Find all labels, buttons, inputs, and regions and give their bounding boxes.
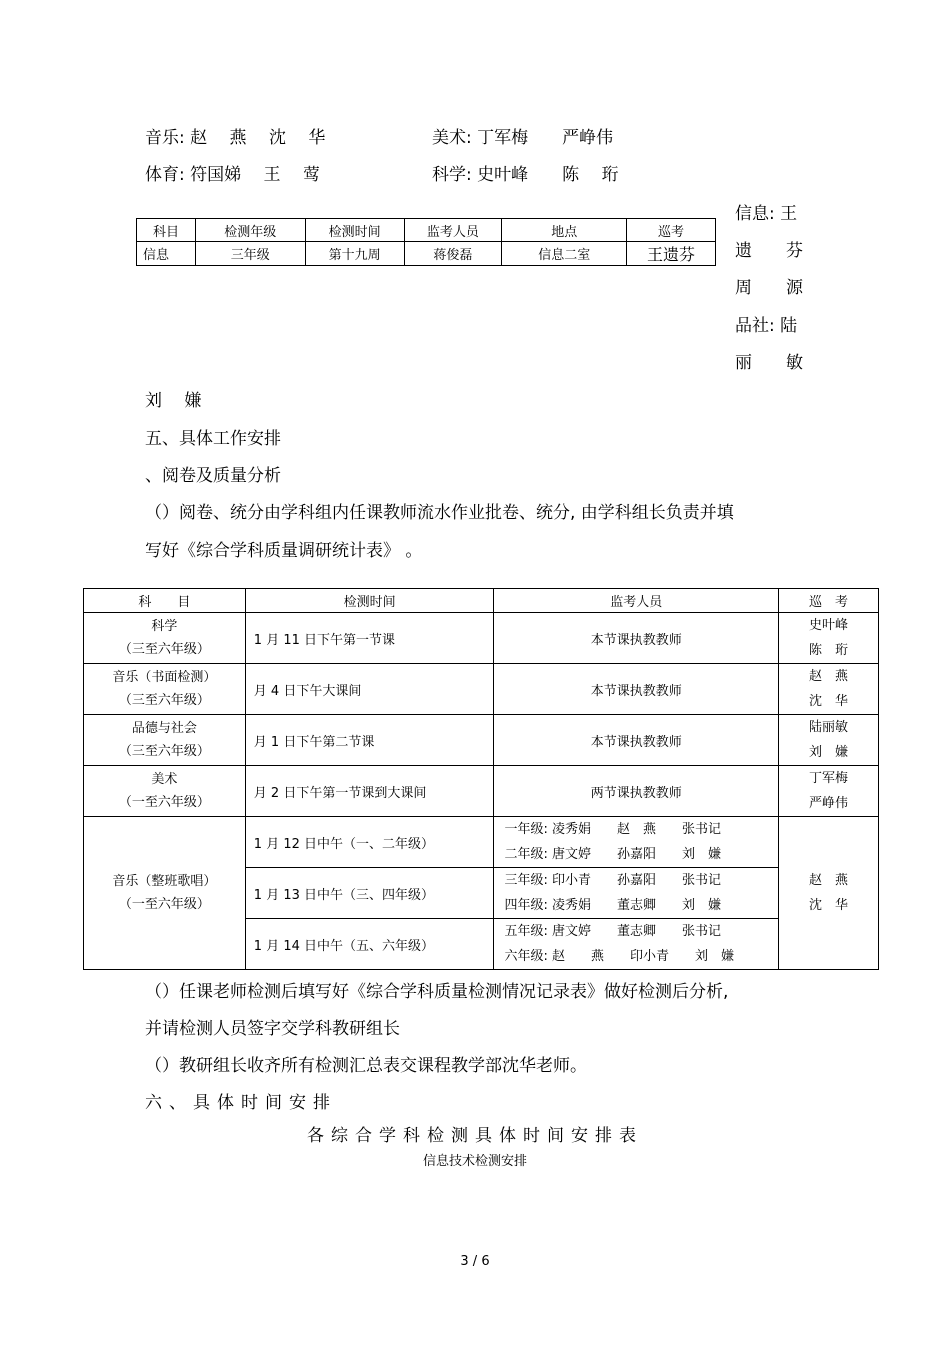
header-cell: 检测时间: [245, 589, 494, 613]
subject-cell: [84, 715, 246, 766]
staff-cell: 本节课执教教师: [494, 664, 779, 715]
body-line: 写好《综合学科质量调研统计表》 。: [145, 541, 423, 561]
patrol-name: 赵 燕: [809, 873, 849, 888]
body-line: 刘 嫌: [145, 391, 202, 411]
music-teachers-line: 音乐: 赵 燕 沈 华: [145, 128, 326, 148]
side-note: 品社: 陆: [735, 316, 798, 336]
side-note: 遗 芬: [735, 241, 803, 261]
table-row: [84, 817, 879, 868]
patrol-name: 陆丽敏: [809, 720, 849, 735]
subject-name: 品德与社会: [131, 721, 197, 736]
patrol-name: 严峥伟: [809, 796, 849, 811]
side-note: 丽 敏: [735, 353, 803, 373]
header-cell: 科目: [137, 219, 196, 242]
subject-name: 音乐（书面检测）: [112, 670, 217, 685]
exam-schedule-table: [83, 588, 879, 970]
table-cell: 王遗芬: [627, 242, 716, 266]
header-cell: 监考人员: [404, 219, 502, 242]
staff-cell: 本节课执教教师: [494, 715, 779, 766]
staff-line: 三年级: 印小青 孙嘉阳 张书记: [504, 873, 721, 888]
staff-cell: [494, 817, 779, 868]
patrol-name: 史叶峰: [809, 618, 849, 633]
staff-line: 一年级: 凌秀娟 赵 燕 张书记: [504, 822, 721, 837]
subject-cell: [84, 613, 246, 664]
time-cell: 1 月 12 日中午（一、二年级）: [245, 817, 494, 868]
table-cell: 蒋俊磊: [404, 242, 502, 266]
subject-cell: [84, 664, 246, 715]
header-cell: 巡 考: [779, 589, 879, 613]
staff-cell: [494, 868, 779, 919]
staff-cell: 本节课执教教师: [494, 613, 779, 664]
body-line: （）阅卷、统分由学科组内任课教师流水作业批卷、统分, 由学科组长负责并填: [145, 503, 734, 523]
science-teachers-line: 科学: 史叶峰 陈 珩: [432, 165, 619, 185]
table-header-row: [137, 219, 716, 242]
schedule-subtitle: 信息技术检测安排: [422, 1154, 527, 1169]
time-cell: 1 月 11 日下午第一节课: [245, 613, 494, 664]
subsection-heading: 、阅卷及质量分析: [145, 466, 281, 486]
time-cell: 1 月 13 日中午（三、四年级）: [245, 868, 494, 919]
patrol-cell: [779, 664, 879, 715]
art-teachers-line: 美术: 丁军梅 严峥伟: [432, 128, 614, 148]
pe-teachers-line: 体育: 符国娣 王 莺: [145, 165, 320, 185]
table-cell: 信息: [137, 242, 196, 266]
grade-range: （一至六年级）: [118, 897, 210, 912]
header-cell: 检测时间: [305, 219, 404, 242]
subject-cell: [84, 766, 246, 817]
grade-range: （三至六年级）: [118, 744, 210, 759]
schedule-title: 各综合学科检测具体时间安排表: [307, 1126, 643, 1146]
staff-line: 五年级: 唐文婷 董志卿 张书记: [504, 924, 721, 939]
table-header-row: [84, 589, 879, 613]
table-row: [84, 715, 879, 766]
staff-cell: [494, 919, 779, 970]
table-row: [84, 766, 879, 817]
header-cell: 监考人员: [494, 589, 779, 613]
staff-line: 二年级: 唐文婷 孙嘉阳 刘 嫌: [504, 847, 721, 862]
staff-line: 六年级: 赵 燕 印小青 刘 嫌: [504, 949, 734, 964]
table-cell: 三年级: [195, 242, 305, 266]
patrol-name: 刘 嫌: [809, 745, 849, 760]
table-cell: 信息二室: [502, 242, 627, 266]
patrol-name: 赵 燕: [809, 669, 849, 684]
body-line: （）任课老师检测后填写好《综合学科质量检测情况记录表》做好检测后分析,: [145, 982, 729, 1002]
table-row: [84, 613, 879, 664]
time-cell: 月 4 日下午大课间: [245, 664, 494, 715]
body-line: 并请检测人员签字交学科教研组长: [145, 1019, 400, 1039]
section-heading: 五、具体工作安排: [145, 429, 281, 449]
subject-cell: [84, 817, 246, 970]
subject-name: 科学: [151, 619, 178, 634]
patrol-cell: [779, 715, 879, 766]
time-cell: 月 1 日下午第二节课: [245, 715, 494, 766]
header-cell: 巡考: [627, 219, 716, 242]
header-cell: 科 目: [84, 589, 246, 613]
subject-name: 美术: [151, 772, 178, 787]
table-row: [84, 664, 879, 715]
header-cell: 地点: [502, 219, 627, 242]
time-cell: 月 2 日下午第一节课到大课间: [245, 766, 494, 817]
grade-range: （一至六年级）: [118, 795, 210, 810]
patrol-cell: [779, 817, 879, 970]
header-cell: 检测年级: [195, 219, 305, 242]
patrol-name: 沈 华: [809, 694, 849, 709]
patrol-cell: [779, 766, 879, 817]
info-exam-table: [136, 218, 716, 266]
patrol-cell: [779, 613, 879, 664]
subject-name: 音乐（整班歌唱）: [112, 874, 217, 889]
staff-cell: 两节课执教教师: [494, 766, 779, 817]
patrol-name: 陈 珩: [809, 643, 849, 658]
patrol-name: 沈 华: [809, 898, 849, 913]
side-note: 信息: 王: [735, 204, 798, 224]
grade-range: （三至六年级）: [118, 642, 210, 657]
side-note: 周 源: [735, 278, 803, 298]
section-heading: 六、具体时间安排: [145, 1093, 337, 1113]
page-number: 3 / 6: [460, 1254, 490, 1269]
table-cell: 第十九周: [305, 242, 404, 266]
time-cell: 1 月 14 日中午（五、六年级）: [245, 919, 494, 970]
patrol-name: 丁军梅: [809, 771, 849, 786]
staff-line: 四年级: 凌秀娟 董志卿 刘 嫌: [504, 898, 721, 913]
body-line: （）教研组长收齐所有检测汇总表交课程教学部沈华老师。: [145, 1056, 587, 1076]
table-row: [137, 242, 716, 266]
grade-range: （三至六年级）: [118, 693, 210, 708]
